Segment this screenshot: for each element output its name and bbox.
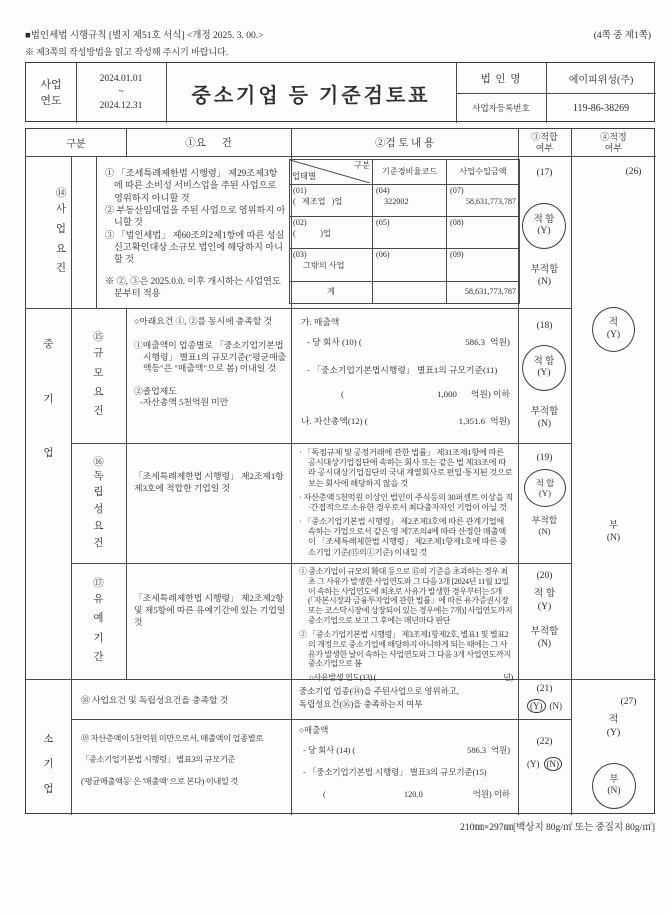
review-row-standard — [341, 389, 510, 400]
proper-fail-26 — [571, 517, 656, 547]
proper-code-27: (27) — [620, 696, 637, 707]
review-paragraph: ② 「중소기업기본법 시행령」 제3조제1항제2호, 별표1 및 별표2의 개정으로 중소기업에 해당하지 아니하게 되는 때에는 그 사유가 발생한 날이 속하는 사업연도와 그 다음 3개 사업연도까지 중소기업으로 봄 — [299, 629, 511, 669]
fit-fail-n: (N) — [538, 526, 551, 536]
proper-code-26: (26) — [625, 167, 642, 177]
requirement-line: ('평균매출액등' 은 '매출액' 으로 본다) 이내일 것 — [81, 776, 239, 786]
business-year-period — [76, 63, 166, 123]
section-independence-requirements — [126, 443, 291, 563]
fit-yn-21 — [518, 697, 571, 715]
review-line: - 「중소기업기본법 시행령」 별표3의 규모기준(15) — [303, 767, 487, 777]
business-year-label-top: 사업 — [40, 78, 62, 91]
r1-amount-value: 58,631,773,787 — [466, 196, 516, 206]
fit-pass-text: 적 합 — [533, 588, 556, 600]
small-review2 — [291, 719, 518, 815]
requirement-note: ※ ②, ③은 2025.0.0. 이후 개시하는 사업연도분부터 적용 — [105, 275, 281, 298]
proper-pass-text: 적 — [608, 713, 619, 725]
corner-top-label: 구분 — [353, 161, 370, 170]
r2-type-value: ( )업 — [293, 228, 331, 238]
field-01: (01) — [293, 186, 307, 195]
small-req1 — [71, 679, 291, 719]
form-title: 중소기업 등 기준검토표 — [191, 84, 431, 107]
requirement-line: ○아래요건 ①, ②를 동시에 충족할 것 — [134, 316, 273, 326]
group-mid-label: 중기업 — [43, 339, 54, 460]
unit-label: 억원) — [490, 415, 510, 426]
review-row-assets — [301, 416, 510, 427]
review-paragraph: ① 중소기업이 규모의 확대 등으로 ⑮의 기준을 초과하는 경우 최초 그 사유가 발생한 사업연도와 그 다음 3개 [2024년 11월 12일이 속하는 사업연도에 최초로 사유가 발생한 경우부터는 5개(「자본시장과 금융투자업에 관한 법률」에 따른 유가증권시장 또는 코스닥시장에 상장되어 있는 경우에는 7개)] 사업연도까지 중소기업으로 보고 그 후에는 매년마다 판단 — [299, 567, 513, 626]
revenue-r2-code — [373, 217, 447, 249]
company-revenue-value: 586.3 — [465, 337, 486, 348]
field-04: (04) — [376, 186, 390, 195]
section-scale-label — [71, 308, 126, 443]
fit-pass-text: 적 합 — [533, 356, 555, 367]
section-grace-requirements — [126, 563, 291, 679]
fit-fail-text: 부적합 — [531, 515, 558, 526]
section-independence-label-text: 독립성요건 — [93, 470, 104, 549]
fit-fail-20 — [518, 625, 571, 653]
standard-revenue-value: 120.0 — [403, 789, 423, 799]
revenue-r1-amount — [447, 185, 520, 217]
section-scale-marker: ⑮ — [93, 332, 104, 344]
fit-yn-22 — [518, 755, 571, 773]
revenue-r3-code — [373, 249, 447, 282]
page-number-note: (4쪽 중 제1쪽) — [593, 31, 651, 41]
field-05: (05) — [376, 218, 390, 227]
fit-fail-text: 부적합 — [530, 627, 559, 638]
field-08: (08) — [450, 218, 464, 227]
section-independence-marker: ⑯ — [93, 456, 104, 468]
fit-code-19: (19) — [536, 452, 553, 463]
fit-pass-stamp-18 — [522, 345, 566, 391]
col-header-proper — [571, 129, 656, 156]
fit-pass-stamp-17 — [522, 203, 566, 249]
unit-label: 억원) 이하 — [470, 389, 510, 400]
review-row-standard — [323, 790, 510, 801]
fit-code-21: (21) — [536, 683, 553, 694]
business-year-label-bottom: 연도 — [40, 95, 62, 107]
review-label: ( — [341, 389, 344, 400]
revenue-r1-code — [373, 185, 447, 217]
revenue-total-label: 계 — [290, 282, 373, 304]
requirement-line: ①매출액이 업종별로 「중소기업기본법 시행령」 별표1의 규모기준("평균매출액등"은 "매출액"으로 봄) 이내일 것 — [134, 340, 287, 374]
main-table — [25, 128, 655, 814]
total-assets-value: 1,351.6 — [458, 415, 486, 426]
proper-fail-n: (N) — [607, 786, 621, 796]
fit-fail-text: 부적합 — [530, 265, 559, 276]
fit-pass-20 — [518, 587, 571, 615]
small-req2 — [71, 719, 291, 815]
field-02: (02) — [293, 218, 307, 227]
header-table — [25, 62, 655, 122]
col-header-requirement: ①요 건 — [185, 138, 232, 149]
revenue-total-amount: 58,631,773,787 — [447, 282, 520, 304]
section-independence-label — [71, 443, 126, 563]
revenue-total-row — [290, 282, 520, 304]
unit-label: 억원) 이하 — [472, 789, 510, 799]
section-grace-review — [291, 563, 518, 683]
revenue-header-amount: 사업수입금액 — [447, 160, 520, 185]
requirement-line: ⑲ 자산총액이 5천억원 미만으로서, 매출액이 업종별로 — [81, 734, 263, 743]
fit-pass-text: 적 합 — [533, 214, 555, 225]
fit-code-18: (18) — [536, 321, 553, 331]
col-header-review: ②검 토 내 용 — [375, 138, 434, 149]
group-small-label: 소기업 — [43, 734, 54, 796]
revenue-row-1 — [290, 185, 520, 217]
reg-no-label: 사업자등록번호 — [472, 103, 530, 113]
group-small-enterprise — [26, 679, 71, 815]
section-grace-label — [71, 563, 126, 679]
review-line: - 「중소기업기본법시행령」 별표1의 규모기준(11) — [307, 364, 498, 375]
r1-code-value: 322002 — [384, 196, 409, 206]
fit-pass-text: 적 합 — [535, 477, 555, 488]
revenue-table-header-row — [290, 160, 520, 185]
section-scale-label-text: 규모요건 — [93, 348, 104, 418]
company-revenue-value: 586.3 — [467, 745, 487, 755]
review-label: - 당 회사 (10) ( — [307, 337, 362, 348]
review-line: ○매출액 — [299, 726, 329, 735]
revenue-row-3 — [290, 249, 520, 282]
proper-fail-n: (N) — [606, 533, 621, 543]
corp-name-label: 법 인 명 — [480, 73, 522, 85]
section-business-label — [26, 156, 96, 308]
review-bullet: · 자산총액 5천억원 이상인 법인이 주식등의 30퍼센트 이상을 직·간접적으로 소유한 경우로서 최다출자자인 기업이 아닐 것 — [299, 492, 514, 512]
requirement-line: 「조세특례제한법 시행령」 제2조제2항 및 제5항에 따른 유예기간에 있는 기업일 것 — [134, 593, 286, 627]
requirement-line: ②졸업제도 — [134, 385, 177, 396]
requirement-line: 「조세특례제한법 시행령」 제2조제1항제3호에 적합한 기업일 것 — [134, 471, 284, 493]
section-independence-review — [291, 443, 518, 563]
revenue-total-code-cell — [373, 282, 447, 304]
revenue-header-code: 기준경비율코드 — [373, 160, 447, 185]
proper-pass-text: 적 — [608, 318, 619, 329]
fit-fail-n: (N) — [537, 639, 552, 649]
fit-pass-y: (Y) — [537, 601, 552, 612]
review-bullet: · 「독점규제 및 공정거래에 관한 법률」 제31조제1항에 따른 공시대상기업집단에 속하는 회사 또는 같은 법 제33조에 따라 공시대상기업집단의 국내 계열회사로 편입·통지된 것으로 보는 회사에 해당하지 않을 것 — [299, 448, 513, 488]
corner-bottom-label: 업태별 — [292, 172, 317, 182]
form-reference-note: ■법인세법 시행규칙 [별지 제51호 서식] <개정 2025. 3. 00.> — [25, 31, 264, 41]
section-scale-review — [291, 308, 518, 443]
revenue-r3-type — [290, 249, 373, 282]
revenue-row-2 — [290, 217, 520, 249]
proper-fail-text: 부 — [608, 520, 619, 531]
section-business-marker: ⑭ — [55, 187, 67, 199]
section-business-label-text: 사업요건 — [55, 203, 67, 275]
col-header-proper-line2: 여부 — [604, 142, 623, 153]
fit-pass-stamp-19 — [524, 469, 566, 507]
fit-n: (N) — [549, 701, 562, 711]
fit-y-selected: (Y) — [527, 699, 546, 713]
field-07: (07) — [450, 186, 464, 195]
section-grace-label-text: 유예기간 — [93, 593, 104, 663]
revenue-r1-type — [290, 185, 373, 217]
fit-fail-19 — [518, 513, 571, 539]
fit-fail-n: (N) — [537, 419, 552, 429]
requirement-line: ⑱ 사업요건 및 독립성요건을 충족할 것 — [81, 694, 229, 705]
revenue-r2-amount — [447, 217, 520, 249]
revenue-r2-type — [290, 217, 373, 249]
requirement-line: ③ 「법인세법」 제60조의2제1항에 따른 성실신고확인대상 소규모 법인에 해당하지 아니할 것 — [105, 229, 285, 265]
revenue-table — [289, 159, 520, 304]
review-label: ( — [323, 789, 326, 799]
requirement-line: ① 「조세특례제한법 시행령」 제29조제3항에 따른 소비성 서비스업을 주된 사업으로 영위하지 아니할 것 — [105, 168, 278, 203]
col-header-fit-line1: ③적합 — [531, 131, 558, 142]
requirement-line: ② 부동산임대업을 주된 사업으로 영위하지 아니할 것 — [105, 204, 286, 228]
revenue-corner-cell — [290, 160, 373, 185]
business-year-label — [26, 63, 76, 123]
section-scale-requirements — [126, 308, 291, 443]
fit-fail-text: 부적합 — [530, 407, 559, 418]
review-label: ○사유발생 연도(13) ( — [309, 673, 376, 683]
requirement-line: 「중소기업기본법 시행령」 별표3의 규모기준 — [81, 755, 236, 765]
requirement-line: -자산총액 5천억원 미만 — [140, 397, 229, 408]
revenue-r3-amount — [447, 249, 520, 282]
period-tilde: ~ — [118, 87, 124, 98]
group-mid-enterprise — [26, 308, 71, 679]
unit-label: 억원) — [490, 337, 510, 348]
small-review1 — [291, 679, 518, 719]
review-label: 나. 자산총액(12) ( — [301, 415, 368, 426]
fit-fail-n: (N) — [537, 277, 552, 287]
reg-no-value: 119-86-38269 — [572, 102, 630, 114]
field-09: (09) — [450, 250, 464, 259]
review-bullet: · 「중소기업기본법 시행령」 제2조제3호에 따른 관계기업에 속하는 기업으로서 같은 영 제7조의4에 따라 산정한 매출액이 「조세특례제한법 시행령」 제2조제1항제1호에 따른 중소기업 기준(⑮의①기준) 이내일 것 — [299, 517, 507, 557]
fit-pass-y: (Y) — [537, 226, 551, 236]
fit-pass-y: (Y) — [539, 488, 551, 498]
field-06: (06) — [376, 250, 390, 259]
r1-type-value: ( 제조업 )업 — [293, 196, 343, 206]
proper-pass-stamp-26 — [592, 307, 635, 352]
corp-name-value: 에이피위성(주) — [568, 74, 634, 86]
fit-pass-y: (Y) — [537, 368, 551, 378]
review-row-revenue — [307, 337, 510, 348]
review-line: 독립성요건(⑯)을 충족하는지 여부 — [299, 700, 423, 710]
proper-fail-stamp-27 — [592, 763, 636, 809]
instruction-note: ※ 제3쪽의 작성방법을 읽고 작성해 주시기 바랍니다. — [25, 47, 229, 57]
period-from: 2024.01.01 — [99, 74, 143, 85]
review-label: - 당 회사 (14) ( — [303, 745, 356, 755]
paper-spec-note: 210㎜×297㎜[백상지 80g/㎡ 또는 중질지 80g/㎡] — [460, 823, 655, 833]
proper-pass-y: (Y) — [606, 329, 621, 340]
fit-n-selected: (N) — [544, 757, 563, 771]
col-header-proper-line1: ④적정 — [600, 131, 627, 142]
standard-revenue-value: 1,000 — [437, 389, 457, 400]
section-grace-marker: ⑰ — [93, 577, 104, 589]
col-header-fit-line2: 여부 — [535, 142, 554, 153]
fit-y: (Y) — [527, 759, 540, 769]
proper-pass-y: (Y) — [606, 727, 621, 738]
period-to: 2024.12.31 — [99, 100, 143, 111]
col-header-fit — [518, 129, 571, 156]
fit-code-20: (20) — [536, 570, 553, 581]
unit-label: 년) — [503, 673, 513, 683]
section-business-requirements — [96, 156, 291, 308]
review-line: 가. 매출액 — [301, 317, 340, 327]
fit-code-22: (22) — [536, 736, 553, 747]
unit-label: 억원) — [491, 745, 510, 755]
review-row-revenue — [303, 746, 510, 757]
field-03: (03) — [293, 250, 307, 259]
proper-fail-text: 부 — [609, 774, 619, 785]
fit-code-17: (17) — [536, 168, 553, 178]
fit-fail-18 — [518, 405, 571, 433]
fit-fail-17 — [518, 263, 571, 291]
proper-pass-27 — [571, 711, 656, 741]
review-line: 중소기업 업종(⑭)을 주된사업으로 영위하고, — [299, 687, 459, 696]
col-header-gubun: 구분 — [66, 139, 86, 150]
r3-type-value: 그밖의 사업 — [303, 260, 345, 270]
